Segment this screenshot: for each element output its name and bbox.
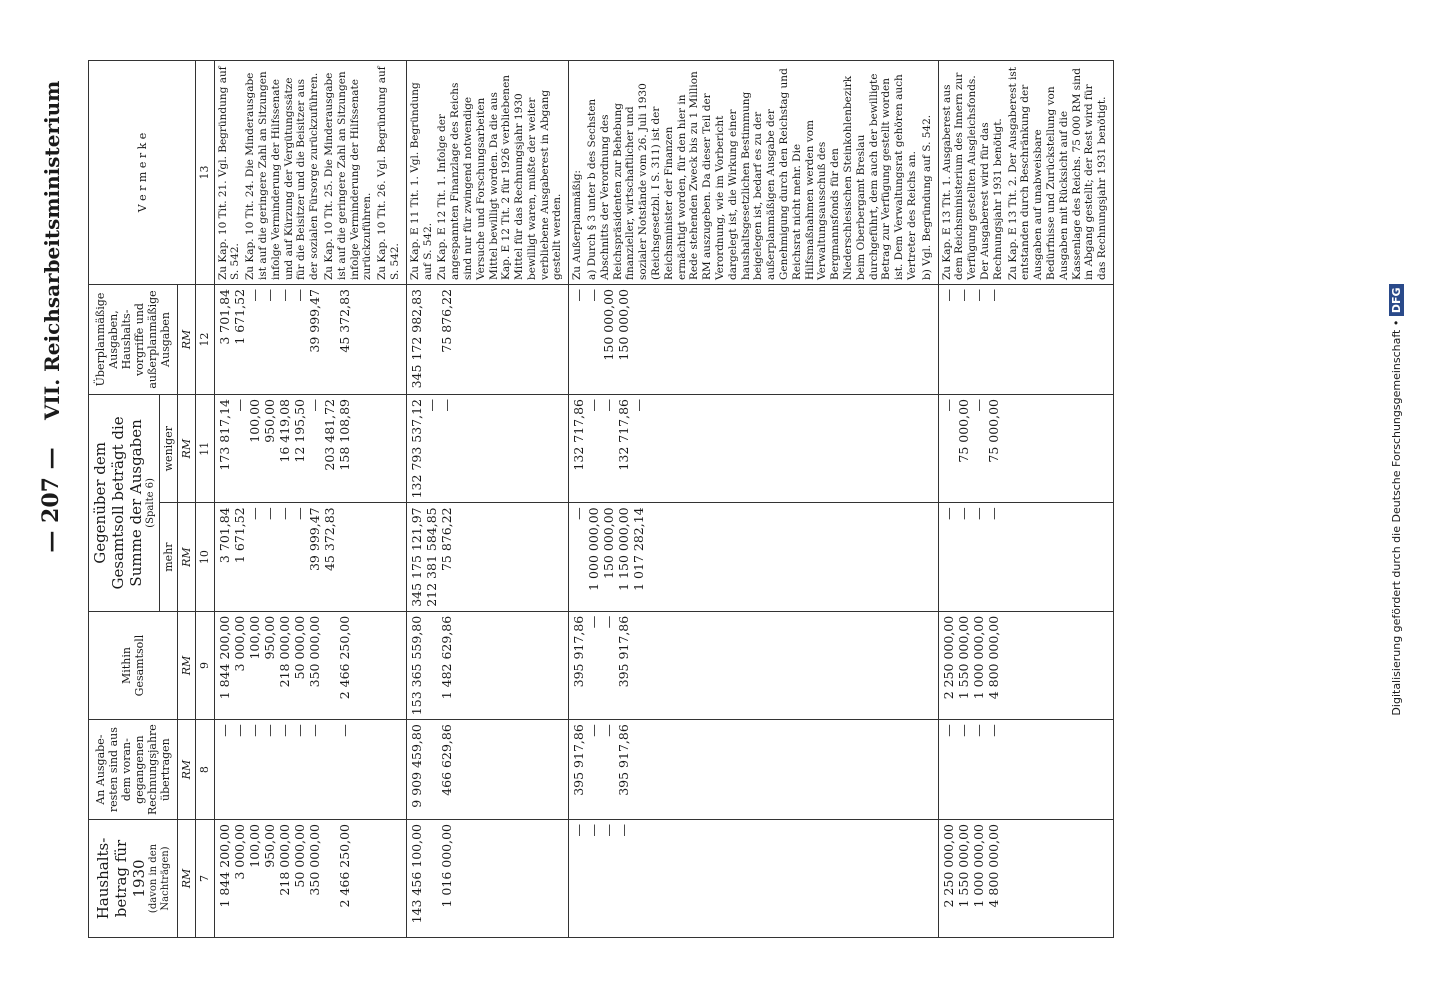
cell-value: 132 717,86 <box>616 398 632 471</box>
cell-value <box>322 616 337 715</box>
cell-value: 150 000,00 <box>601 507 617 579</box>
remark-text: Zu Außerplanmäßig: <box>571 170 584 280</box>
cell-value: — <box>246 288 262 302</box>
cell-value: 395 917,86 <box>616 724 632 796</box>
cell-value: 350 000,00 <box>306 824 322 896</box>
cell-value: — <box>955 724 971 737</box>
cell-value: 75 876,22 <box>438 507 454 572</box>
cell-value: — <box>438 398 454 412</box>
cell-value: 1 671,52 <box>231 507 247 564</box>
table-row <box>214 60 406 937</box>
cell-value: 950,00 <box>261 615 277 660</box>
remark-text: Zu Kap. E 12 Tit. 1. Infolge der angespannten Finanzlage des Reichs sind nur für zwingend notwendige Versuche und Forschungsarbeiten Mittel bewilligt worden. Da die aus Kap. E 12 Tit. 2 für 1926 verbliebenen Mittel für das Rechnungsjahr 1930 bewilligt waren, mußte der weiter verbliebene Ausgaberest in Abgang gestellt werden. <box>436 74 564 280</box>
cell-value: — <box>940 724 956 737</box>
header-col11: weniger <box>160 394 178 502</box>
cell-c9 <box>938 611 1113 719</box>
running-head: VII. Reichsarbeitsministerium <box>40 80 64 420</box>
cell-c7 <box>406 820 569 938</box>
cell-value: 2 466 250,00 <box>336 615 352 700</box>
cell-c7 <box>214 820 406 938</box>
cell-value: — <box>955 288 971 302</box>
cell-value: — <box>586 724 602 737</box>
cell-value: 3 000,00 <box>231 824 247 880</box>
cell-value: 218 000,00 <box>276 615 292 688</box>
cell-c8 <box>406 720 569 820</box>
header-col7: Haushalts-betrag für 1930 (davon in den Nachträgen) <box>89 820 178 938</box>
cell-value: 39 999,47 <box>306 288 322 353</box>
cell-value: — <box>291 288 307 302</box>
cell-value: — <box>571 507 587 520</box>
cell-value: 1 550 000,00 <box>955 615 971 700</box>
cell-value <box>322 289 337 390</box>
cell-value: — <box>631 398 647 412</box>
colnum-9: 9 <box>196 611 214 719</box>
colnum-7: 7 <box>196 820 214 938</box>
cell-value: 132 717,86 <box>571 398 587 471</box>
cell-value: 3 701,84 <box>216 288 232 345</box>
cell-value: 212 381 584,85 <box>423 507 439 607</box>
cell-value <box>322 724 337 815</box>
cell-value: 1 844 200,00 <box>216 824 232 908</box>
cell-c9 <box>406 611 569 719</box>
header-col13: V e r m e r k e <box>89 60 196 284</box>
cell-c12 <box>938 284 1113 394</box>
table-row <box>569 60 938 937</box>
unit-col7: RM <box>178 820 196 938</box>
cell-value: — <box>261 724 277 737</box>
cell-c8 <box>569 720 938 820</box>
cell-value: — <box>276 288 292 302</box>
remarks-cell <box>938 60 1113 284</box>
remark-text: Zu Kap. 10 Tit. 21. Vgl. Begründung auf S. 542. <box>216 66 242 280</box>
cell-value: 395 917,86 <box>571 724 587 796</box>
cell-value: — <box>985 724 1001 737</box>
cell-c12 <box>406 284 569 394</box>
remark-text: Zu Kap. E 11 Tit. 1. Vgl. Begründung auf S. 542. <box>408 82 434 280</box>
cell-value: 16 419,08 <box>276 398 292 463</box>
cell-value: — <box>970 507 986 520</box>
cell-value: 950,00 <box>261 824 277 868</box>
cell-value: 395 917,86 <box>616 615 632 688</box>
cell-value: 100,00 <box>246 824 262 868</box>
cell-value: 153 365 559,80 <box>408 615 424 716</box>
cell-value: — <box>571 288 587 302</box>
cell-value: — <box>586 288 602 302</box>
cell-value: — <box>601 724 617 737</box>
header-col9: Mithin Gesamtsoll <box>89 611 178 719</box>
cell-value: — <box>246 724 262 737</box>
remark-text: Zu Kap. E 13 Tit. 2. Der Ausgaberest ist entstanden durch Beschränkung der Ausgaben auf unabweisbare Bedürfnisse und Zurückstellung von Ausgaben mit Rücksicht auf die Kassenlage des Reichs. 75 000 RM sind in Abgang gestellt; der Rest wird für das Rechnungsjahr 1931 benötigt. <box>1006 66 1109 280</box>
cell-value: 3 000,00 <box>231 615 247 672</box>
cell-c9 <box>214 611 406 719</box>
cell-value: — <box>291 507 307 520</box>
colnum-13: 13 <box>196 60 214 284</box>
budget-table <box>88 60 1114 938</box>
remark-text: Zu Kap. 10 Tit. 25. Die Minderausgabe ist auf die geringere Zahl an Sitzungen infolge Verminderung der Hilfssenate zurückzuführen. <box>322 71 374 280</box>
cell-value: — <box>586 398 602 412</box>
cell-value: — <box>336 724 352 737</box>
cell-value: 2 466 250,00 <box>336 824 352 908</box>
cell-value: 2 250 000,00 <box>940 615 956 700</box>
cell-value: — <box>970 288 986 302</box>
cell-value: — <box>940 398 956 412</box>
cell-value: 345 172 982,83 <box>408 288 424 389</box>
cell-c8 <box>214 720 406 820</box>
cell-value: 395 917,86 <box>571 615 587 688</box>
cell-c7 <box>569 820 938 938</box>
cell-c11 <box>214 394 406 502</box>
remarks-cell <box>406 60 569 284</box>
cell-value: — <box>616 824 632 837</box>
cell-value: 45 372,83 <box>321 507 337 572</box>
colnum-11: 11 <box>196 394 214 502</box>
cell-value: — <box>261 288 277 302</box>
cell-value: 9 909 459,80 <box>408 724 424 808</box>
cell-value: 75 000,00 <box>955 398 971 463</box>
cell-value: — <box>291 724 307 737</box>
cell-value: 143 456 100,00 <box>408 824 424 924</box>
cell-value: — <box>985 288 1001 302</box>
colnum-8: 8 <box>196 720 214 820</box>
cell-value: 1 000 000,00 <box>586 507 602 591</box>
remark-text: Zu Kap. 10 Tit. 24. Die Minderausgabe ist auf die geringere Zahl an Sitzungen infolge Verminderung der Hilfssenate und auf Kürzung der Vergütungssätze für die Beisitzer und die Beisitzer aus der sozialen Fürsorge zurückzuführen. <box>244 71 321 280</box>
cell-value: 1 482 629,86 <box>438 615 454 700</box>
cell-value: 39 999,47 <box>306 507 322 572</box>
table-body <box>214 60 1113 937</box>
remark-text: Zu Kap. E 13 Tit. 1. Ausgaberest aus dem Reichsministerium des Innern zur Verfügung gestellten Ausgleichsfonds. Der Ausgaberest wird für das Rechnungsjahr 1931 benötigt. <box>940 72 1004 280</box>
dfg-logo: DFG <box>1389 284 1404 316</box>
remark-text: b) Vgl. Begründung auf S. 542. <box>920 114 933 280</box>
colnum-12: 12 <box>196 284 214 394</box>
cell-value: 1 671,52 <box>231 288 247 345</box>
cell-value: 1 844 200,00 <box>216 615 232 700</box>
cell-value: 75 000,00 <box>985 398 1001 463</box>
unit-col11: RM <box>178 394 196 502</box>
cell-value: 203 481,72 <box>321 398 337 471</box>
cell-value: 1 000 000,00 <box>970 615 986 700</box>
cell-value: — <box>231 398 247 412</box>
cell-value: 158 108,89 <box>336 398 352 471</box>
cell-value <box>424 724 439 815</box>
cell-value: — <box>940 288 956 302</box>
cell-value: 350 000,00 <box>306 615 322 688</box>
cell-value <box>424 616 439 715</box>
cell-value: — <box>601 615 617 629</box>
cell-c12 <box>569 284 938 394</box>
cell-value: — <box>306 398 322 412</box>
cell-value: 345 175 121,97 <box>408 507 424 607</box>
cell-value: 150 000,00 <box>616 288 632 361</box>
cell-c11 <box>406 394 569 502</box>
cell-value: — <box>970 398 986 412</box>
cell-value: 132 793 537,12 <box>408 398 424 499</box>
remarks-cell <box>214 60 406 284</box>
unit-col9: RM <box>178 611 196 719</box>
cell-c8 <box>938 720 1113 820</box>
cell-value: 4 800 000,00 <box>985 615 1001 700</box>
cell-c10 <box>938 503 1113 611</box>
cell-value: — <box>261 507 277 520</box>
cell-value: 1 017 282,14 <box>631 507 647 591</box>
cell-value: 75 876,22 <box>438 288 454 353</box>
cell-value: — <box>586 824 602 837</box>
cell-value: 50 000,00 <box>291 824 307 888</box>
cell-value: 1 150 000,00 <box>616 507 632 591</box>
remarks-cell <box>569 60 938 284</box>
cell-value: — <box>216 724 232 737</box>
unit-col10: RM <box>178 503 196 611</box>
cell-value: 950,00 <box>261 398 277 443</box>
cell-c11 <box>569 394 938 502</box>
colnum-10: 10 <box>196 503 214 611</box>
unit-col8: RM <box>178 720 196 820</box>
cell-value: 218 000,00 <box>276 824 292 896</box>
header-col10: mehr <box>160 503 178 611</box>
cell-value: — <box>955 507 971 520</box>
header-col10-11: Gegenüber dem Gesamtsoll beträgt die Summe der Ausgaben (Spalte 6) <box>89 394 160 611</box>
cell-value: — <box>601 398 617 412</box>
cell-value: 12 195,50 <box>291 398 307 463</box>
cell-value: 1 016 000,00 <box>438 824 454 908</box>
cell-value: — <box>231 724 247 737</box>
cell-value <box>424 289 439 390</box>
cell-c10 <box>569 503 938 611</box>
remark-text: Zu Kap. 10 Tit. 26. Vgl. Begründung auf S. 542. <box>376 66 401 280</box>
cell-c10 <box>406 503 569 611</box>
cell-c11 <box>938 394 1113 502</box>
cell-value: 100,00 <box>246 615 262 660</box>
cell-value: 1 550 000,00 <box>955 824 971 908</box>
cell-value: — <box>423 398 439 412</box>
cell-value: — <box>586 615 602 629</box>
remark-text: a) Durch § 3 unter b des Sechsten Abschnitts der Verordnung des Reichspräsidenten zur Behebung finanzieller, wirtschaftlicher und sozialer Notstände vom 26. Juli 1930 (Reichsgesetzbl. I S. 311) ist der Reichsminister der Finanzen ermächtigt worden, für den hier in Rede stehenden Zweck bis zu 1 Million RM auszugeben. Da dieser Teil der Verordnung, wie im Vorbericht dargelegt ist, die Wirkung einer haushaltsgesetzlichen Bestimmung beigelegen ist, bedarf es zu der außerplanmäßigen Ausgabe der Genehmigung durch den Reichstag und Reichsrat nicht mehr. Die Hilfsmaßnahmen werden vom Verwaltungsausschuß des Bergmannsfonds für den Niederschlesischen Steinkohlenbezirk beim Oberbergamt Breslau durchgeführt, dem auch der bewilligte Betrag zur Verfügung gestellt worden ist. Dem Verwaltungsrat gehören auch Vertreter des Reichs an. <box>586 68 918 280</box>
cell-value: — <box>306 724 322 737</box>
cell-value: — <box>940 507 956 520</box>
cell-value: 100,00 <box>246 398 262 443</box>
digitization-notice: Digitalisierung gefördert durch die Deutsche Forschungsgemeinschaft • DFG <box>1390 0 1403 1000</box>
cell-value: — <box>276 507 292 520</box>
cell-value: — <box>601 824 617 837</box>
cell-value <box>424 824 439 933</box>
cell-value: 466 629,86 <box>438 724 454 796</box>
page-number: — 207 — <box>38 447 64 553</box>
cell-c7 <box>938 820 1113 938</box>
cell-value: — <box>571 824 587 837</box>
cell-value: 4 800 000,00 <box>985 824 1001 908</box>
cell-c10 <box>214 503 406 611</box>
cell-value: — <box>276 724 292 737</box>
cell-c9 <box>569 611 938 719</box>
cell-value: 150 000,00 <box>601 288 617 361</box>
table-row <box>406 60 569 937</box>
table-row <box>938 60 1113 937</box>
unit-col12: RM <box>178 284 196 394</box>
cell-value: 173 817,14 <box>216 398 232 471</box>
cell-value: — <box>246 507 262 520</box>
cell-value: 3 701,84 <box>216 507 232 564</box>
header-col8: An Ausgabe-resten sind aus dem voran-gegangenen Rechnungsjahre übertragen <box>89 720 178 820</box>
cell-value: 50 000,00 <box>291 615 307 680</box>
cell-value: — <box>985 507 1001 520</box>
cell-value: 45 372,83 <box>336 288 352 353</box>
header-col12: Überplanmäßige Ausgaben, Haushalts-vorgriffe und außerplanmäßige Ausgaben <box>89 284 178 394</box>
cell-value: — <box>970 724 986 737</box>
cell-value <box>322 824 337 933</box>
cell-value: 2 250 000,00 <box>940 824 956 908</box>
cell-value: 1 000 000,00 <box>970 824 986 908</box>
cell-value <box>337 507 352 606</box>
cell-c12 <box>214 284 406 394</box>
